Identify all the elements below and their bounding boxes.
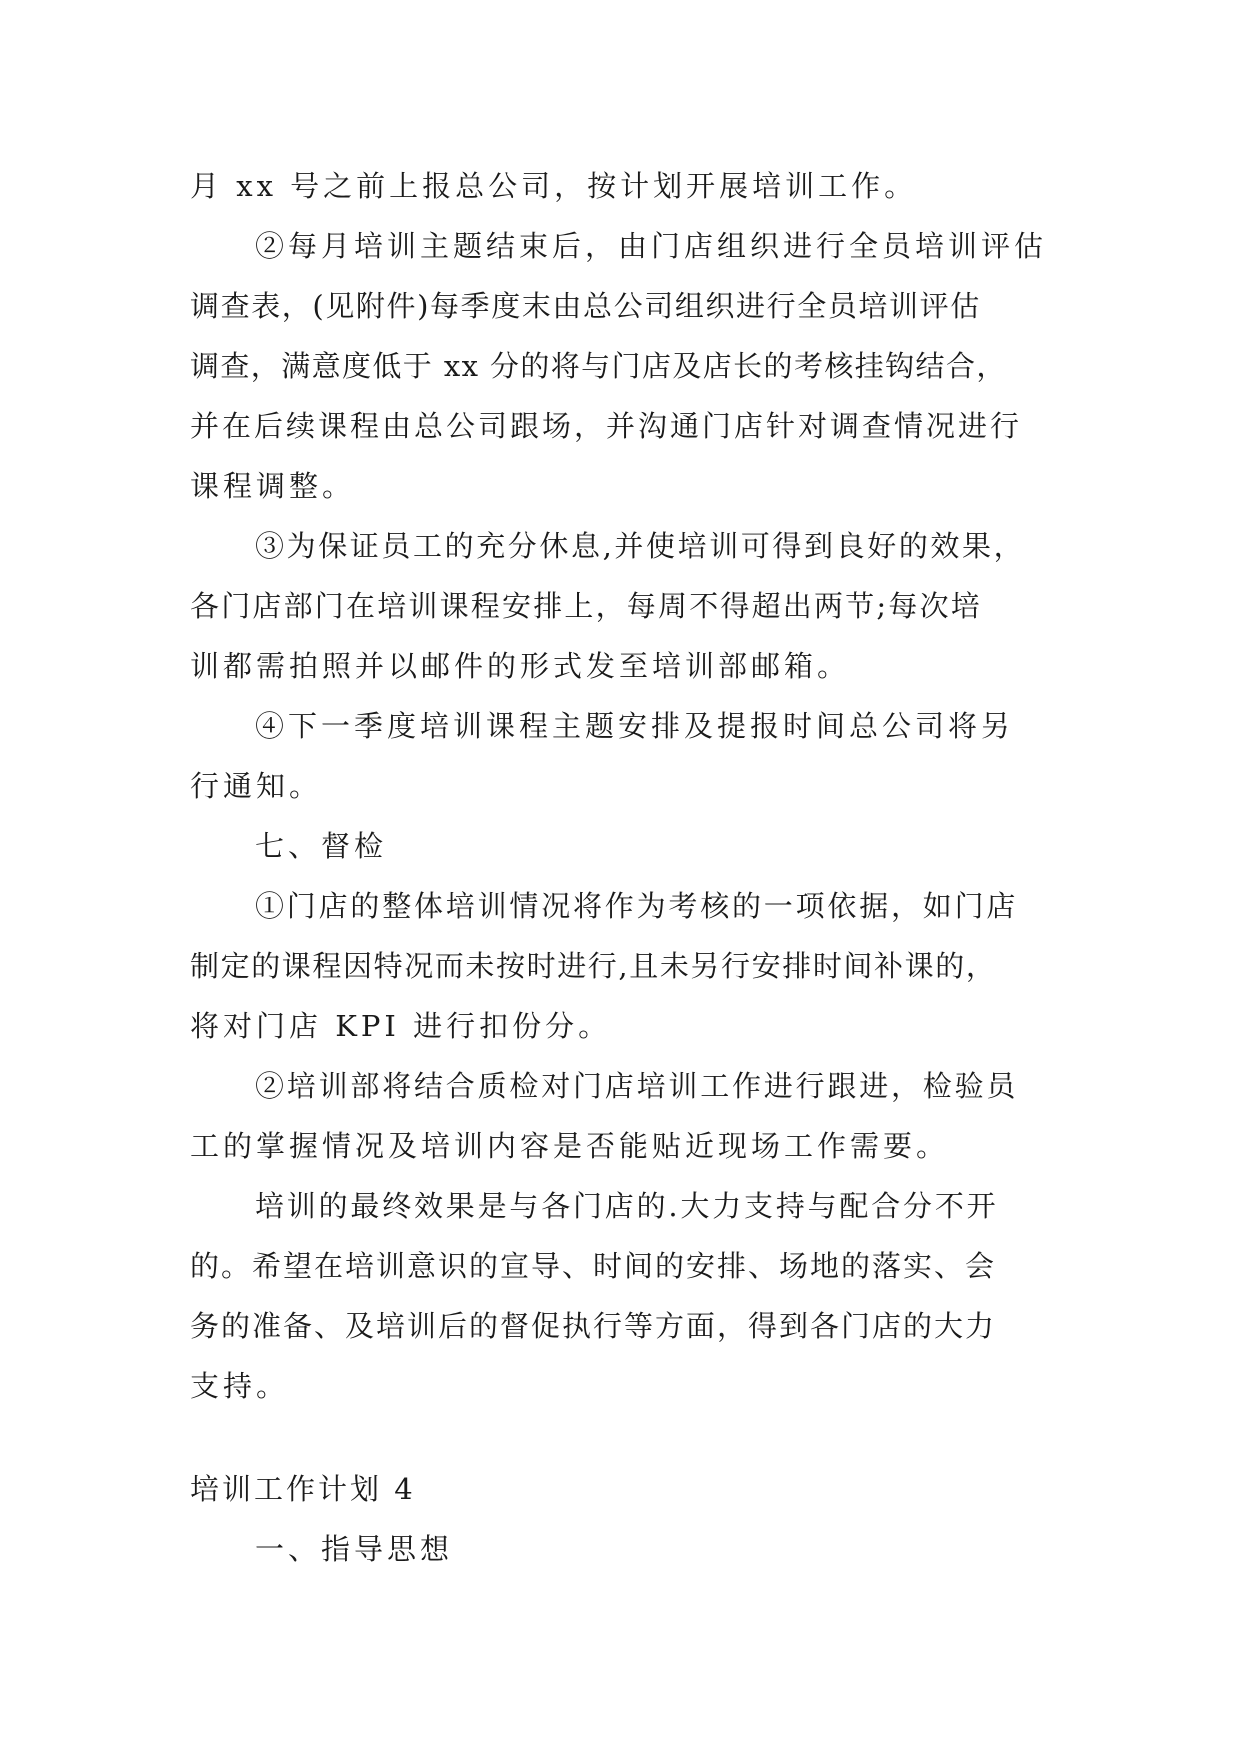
paragraph-line: 支持。 (190, 1369, 290, 1403)
paragraph-line: ①门店的整体培训情况将作为考核的一项依据，如门店 (255, 889, 1019, 923)
paragraph-line: 课程调整。 (190, 469, 356, 503)
paragraph-line: 工的掌握情况及培训内容是否能贴近现场工作需要。 (190, 1129, 950, 1163)
paragraph-line: ②培训部将结合质检对门店培训工作进行跟进，检验员 (255, 1069, 1019, 1103)
paragraph-line: 培训的最终效果是与各门店的.大力支持与配合分不开 (255, 1189, 999, 1223)
paragraph-line: ②每月培训主题结束后，由门店组织进行全员培训评估 (255, 229, 1048, 263)
paragraph-line: 训都需拍照并以邮件的形式发至培训部邮箱。 (190, 649, 851, 683)
paragraph-line: 制定的课程因特况而未按时进行,且未另行安排时间补课的， (190, 949, 997, 983)
paragraph-line: ④下一季度培训课程主题安排及提报时间总公司将另 (255, 709, 1015, 743)
paragraph-line: 将对门店 KPI 进行扣份分。 (190, 1009, 612, 1043)
paragraph-line: 的。希望在培训意识的宣导、时间的安排、场地的落实、会 (190, 1249, 997, 1283)
paragraph-line: 调查表，(见附件)每季度末由总公司组织进行全员培训评估 (190, 289, 981, 323)
paragraph-line: 行通知。 (190, 769, 323, 803)
paragraph-line: 月 xx 号之前上报总公司，按计划开展培训工作。 (190, 169, 918, 203)
paragraph-line: 务的准备、及培训后的督促执行等方面，得到各门店的大力 (190, 1309, 997, 1343)
paragraph-line: 各门店部门在培训课程安排上，每周不得超出两节;每次培 (190, 589, 982, 623)
paragraph-line: 调查，满意度低于 xx 分的将与门店及店长的考核挂钩结合， (190, 349, 1007, 383)
section-heading: 七、督检 (255, 829, 388, 863)
document-section-title: 培训工作计划 4 (190, 1472, 416, 1506)
section-heading: 一、指导思想 (255, 1532, 454, 1566)
paragraph-line: ③为保证员工的充分休息,并使培训可得到良好的效果， (255, 529, 1026, 563)
paragraph-line: 并在后续课程由总公司跟场，并沟通门店针对调查情况进行 (190, 409, 1023, 443)
